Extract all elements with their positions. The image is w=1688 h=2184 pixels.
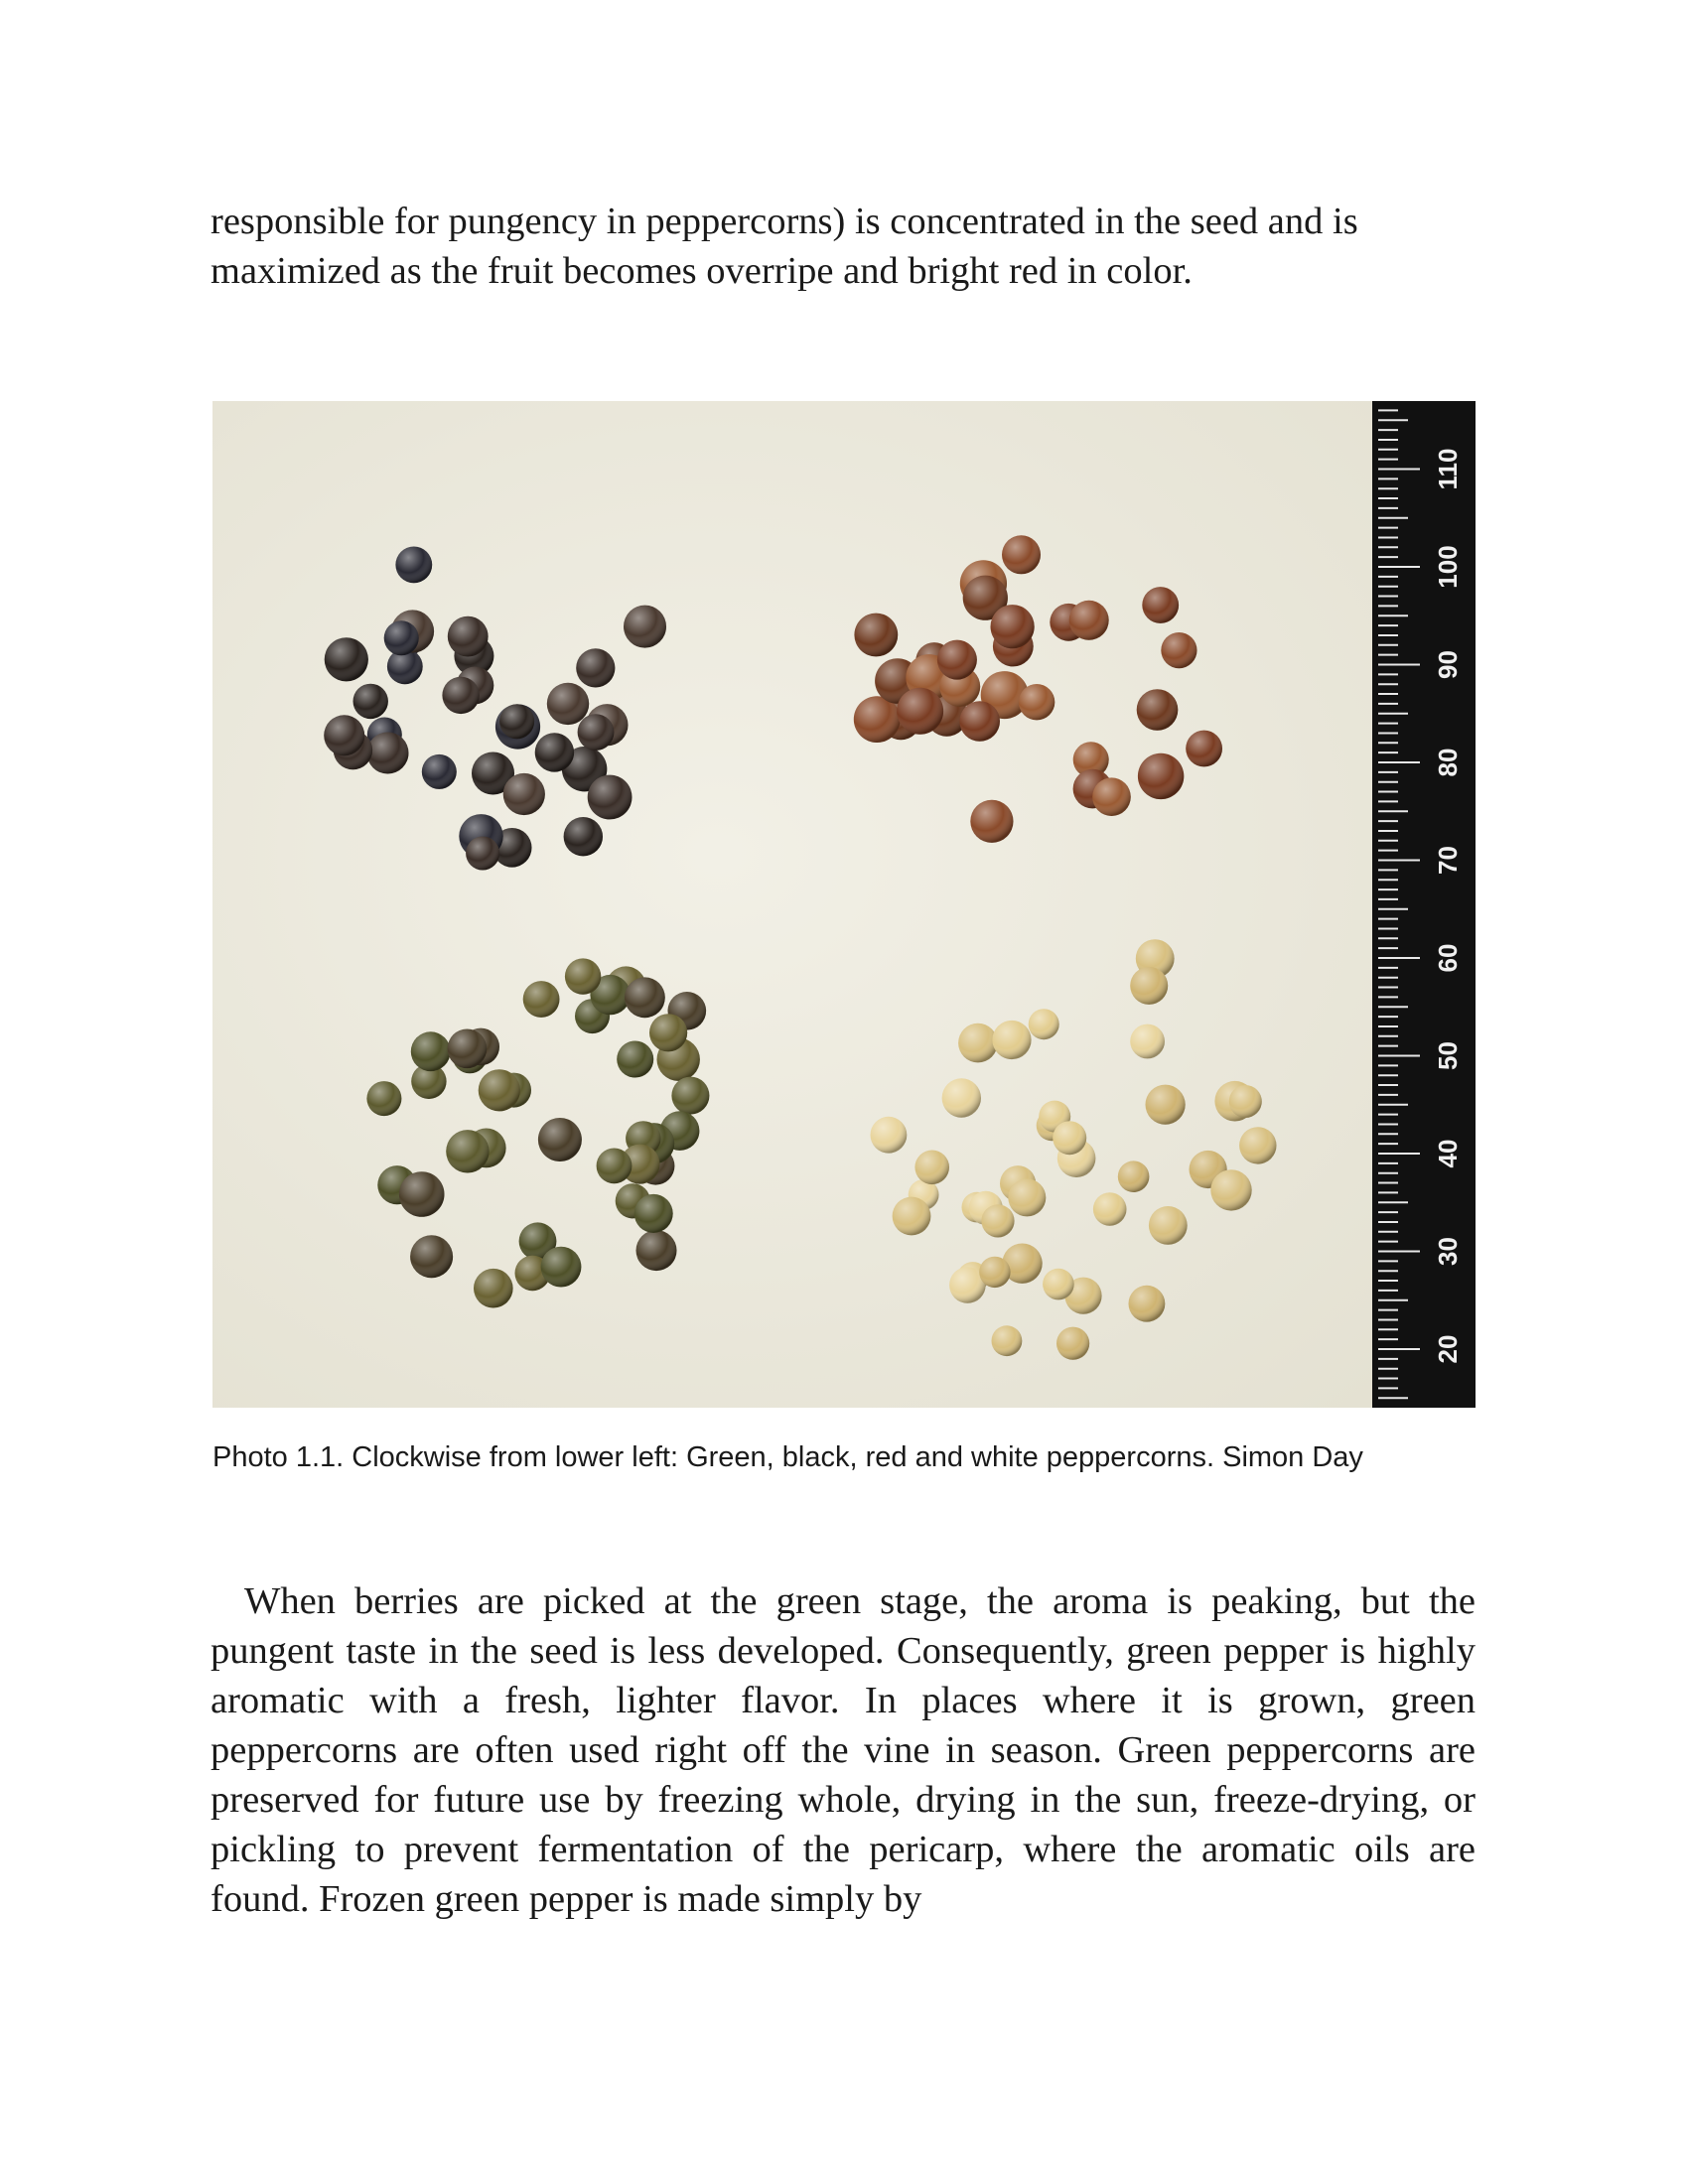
peppercorn-highlight bbox=[625, 977, 665, 1018]
peppercorn-highlight bbox=[576, 648, 615, 687]
peppercorn-highlight bbox=[1239, 1127, 1276, 1163]
peppercorn-highlight bbox=[854, 614, 898, 657]
peppercorn-highlight bbox=[958, 1024, 998, 1063]
ruler-label: 20 bbox=[1432, 1334, 1463, 1364]
peppercorn-highlight bbox=[970, 800, 1013, 843]
peppercorn-highlight bbox=[1069, 601, 1109, 640]
peppercorn-highlight bbox=[588, 775, 633, 820]
peppercorn-highlight bbox=[499, 704, 534, 739]
peppercorn-highlight bbox=[991, 605, 1035, 648]
peppercorn-highlight bbox=[1186, 731, 1222, 767]
peppercorn-highlight bbox=[893, 1197, 931, 1236]
ruler bbox=[1372, 401, 1476, 1408]
peppercorn-highlight bbox=[979, 1257, 1010, 1288]
peppercorn-highlight bbox=[1130, 1024, 1165, 1059]
peppercorn-highlight bbox=[541, 1247, 582, 1288]
peppercorn-highlight bbox=[1118, 1160, 1150, 1192]
peppercorn-highlight bbox=[325, 637, 368, 681]
peppercorn-highlight bbox=[1130, 967, 1168, 1005]
peppercorn-highlight bbox=[1019, 684, 1055, 720]
ruler-label: 70 bbox=[1432, 846, 1463, 875]
peppercorn-highlight bbox=[914, 1151, 949, 1185]
peppercorn-highlight bbox=[367, 733, 409, 774]
ruler-label: 90 bbox=[1432, 650, 1463, 679]
peppercorn-highlight bbox=[617, 1041, 653, 1078]
peppercorn-highlight bbox=[410, 1235, 453, 1278]
peppercorn-highlight bbox=[474, 1269, 513, 1308]
peppercorn-highlight bbox=[1092, 777, 1131, 816]
peppercorn-highlight bbox=[942, 1078, 981, 1117]
peppercorn-highlight bbox=[897, 688, 943, 735]
ruler-label: 40 bbox=[1432, 1139, 1463, 1168]
peppercorn-highlight bbox=[446, 1130, 489, 1172]
peppercorn-highlight bbox=[411, 1031, 451, 1071]
peppercorn-highlight bbox=[422, 754, 457, 789]
peppercorn-highlight bbox=[479, 1069, 520, 1111]
peppercorn-highlight bbox=[399, 1171, 445, 1217]
ruler-label: 80 bbox=[1432, 748, 1463, 777]
peppercorn-highlight bbox=[1008, 1178, 1046, 1216]
peppercorn-highlight bbox=[448, 1029, 488, 1069]
peppercorn-highlight bbox=[1002, 535, 1041, 574]
peppercorn-highlight bbox=[992, 1325, 1023, 1356]
peppercorn-highlight bbox=[395, 547, 432, 584]
peppercorn-highlight bbox=[1210, 1169, 1251, 1210]
ruler-label: 110 bbox=[1432, 448, 1463, 490]
peppercorn-highlight bbox=[624, 606, 666, 648]
peppercorn-highlight bbox=[1161, 632, 1196, 668]
peppercorn-highlight bbox=[1149, 1206, 1188, 1245]
peppercorn-highlight bbox=[1142, 587, 1179, 623]
peppercorn-highlight bbox=[959, 701, 1000, 742]
peppercorn-highlight bbox=[565, 958, 601, 994]
peppercorn-highlight bbox=[1053, 1121, 1086, 1155]
peppercorn-photo-graphic bbox=[212, 401, 1476, 1408]
peppercorn-highlight bbox=[1093, 1192, 1127, 1226]
peppercorn-highlight bbox=[353, 684, 388, 719]
peppercorn-highlight bbox=[466, 837, 499, 871]
peppercorn-highlight bbox=[547, 683, 589, 725]
ruler-label: 60 bbox=[1432, 943, 1463, 973]
paragraph-top: responsible for pungency in peppercorns) is concentrated in the seed and is maximized as the fruit becomes overripe and bright red in color. bbox=[211, 201, 1358, 292]
peppercorn-highlight bbox=[535, 733, 574, 771]
ruler-label: 100 bbox=[1432, 545, 1463, 589]
peppercorn-highlight bbox=[992, 1021, 1031, 1059]
peppercorn-highlight bbox=[597, 1149, 633, 1184]
peppercorn-highlight bbox=[384, 620, 419, 655]
peppercorn-highlight bbox=[448, 616, 489, 657]
peppercorn-highlight bbox=[636, 1230, 677, 1271]
figure-caption: Photo 1.1. Clockwise from lower left: Green, black, red and white peppercorns. Simon Day bbox=[212, 1441, 1363, 1473]
paragraph-bottom: When berries are picked at the green stage, the aroma is peaking, but the pungent taste in the seed is less developed. Consequently, green pepper is highly aromatic with a fresh, lighter flavor. In places where it is grown, green peppercorns are often used right off the vine in season. Green peppercorns are preserved for future use by freezing whole, drying in the sun, freeze-drying, or pickling to prevent fermentation of the pericarp, where the aromatic oils are found. Frozen green pepper is made simply by bbox=[211, 1580, 1476, 1920]
peppercorn-highlight bbox=[538, 1118, 582, 1161]
peppercorn-highlight bbox=[564, 817, 603, 856]
peppercorn-highlight bbox=[634, 1194, 673, 1233]
peppercorn-highlight bbox=[871, 1117, 908, 1154]
peppercorn-highlight bbox=[503, 773, 545, 815]
peppercorn-highlight bbox=[442, 677, 479, 714]
peppercorn-highlight bbox=[366, 1081, 401, 1116]
peppercorn-highlight bbox=[1146, 1085, 1186, 1125]
peppercorn-highlight bbox=[1056, 1327, 1089, 1360]
peppercorn-highlight bbox=[1137, 689, 1179, 731]
peppercorn-highlight bbox=[671, 1077, 709, 1115]
peppercorn-highlight bbox=[981, 1204, 1014, 1237]
ruler-label: 30 bbox=[1432, 1237, 1463, 1266]
peppercorn-highlight bbox=[578, 714, 615, 751]
peppercorn-photo bbox=[212, 401, 1476, 1408]
peppercorn-highlight bbox=[1043, 1269, 1074, 1300]
peppercorn-highlight bbox=[937, 640, 977, 680]
peppercorn-highlight bbox=[1129, 1286, 1166, 1322]
peppercorn-highlight bbox=[324, 715, 364, 755]
peppercorn-highlight bbox=[1029, 1009, 1059, 1039]
peppercorn-highlight bbox=[649, 1014, 687, 1051]
peppercorn-highlight bbox=[1229, 1085, 1262, 1118]
peppercorn-highlight bbox=[1138, 753, 1184, 799]
ruler-label: 50 bbox=[1432, 1041, 1463, 1070]
peppercorn-highlight bbox=[523, 981, 560, 1018]
